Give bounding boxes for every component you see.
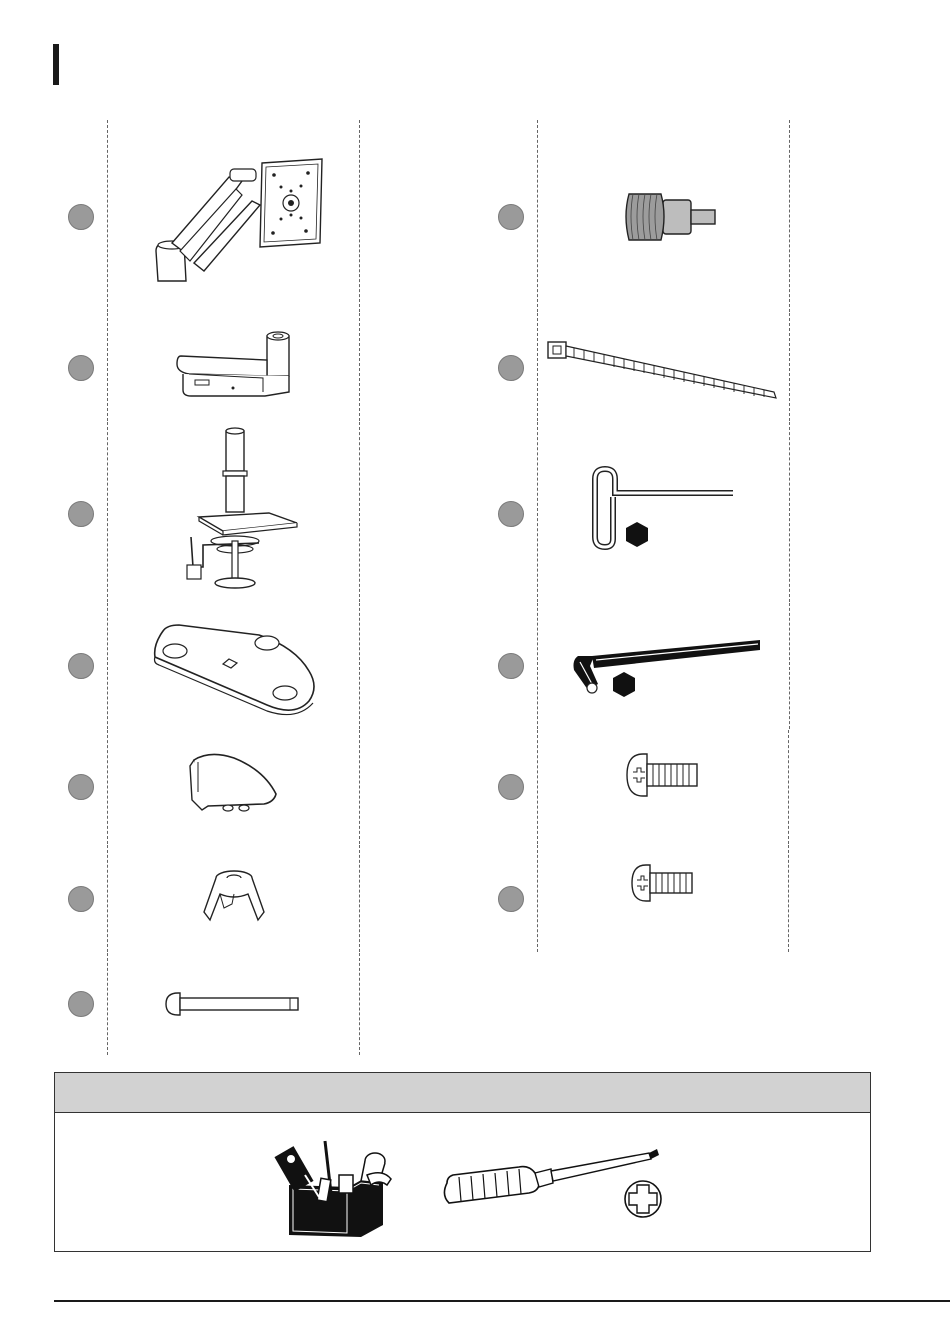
- part-image-cell: [108, 953, 360, 1055]
- part-image-cell: [108, 120, 360, 312]
- quantity-cell: [790, 422, 875, 602]
- base-plate-icon: [149, 621, 319, 711]
- tools-body: [55, 1113, 870, 1251]
- item-number-badge: [68, 653, 94, 679]
- quantity-cell: [360, 953, 445, 1055]
- item-number-cell: [53, 953, 108, 1055]
- toolbox-icon: [279, 1135, 399, 1239]
- part-image-cell: [108, 603, 360, 729]
- quantity-cell: [360, 845, 445, 952]
- phillips-screwdriver-icon: [439, 1143, 679, 1223]
- item-number-cell: [483, 730, 538, 844]
- item-number-badge: [498, 355, 524, 381]
- phillips-screw-icon: [623, 750, 703, 800]
- footer-rule: [54, 1300, 950, 1302]
- quantity-cell: [360, 313, 445, 421]
- item-number-badge: [68, 355, 94, 381]
- item-number-cell: [53, 422, 108, 602]
- part-image-cell: [108, 845, 360, 952]
- quantity-cell: [360, 603, 445, 729]
- large-hex-key-icon: [564, 626, 764, 706]
- quantity-cell: [790, 845, 875, 952]
- quantity-cell: [360, 422, 445, 602]
- cover-cap-icon: [184, 752, 284, 822]
- part-image-cell: [538, 120, 790, 312]
- item-number-badge: [498, 774, 524, 800]
- item-number-cell: [53, 603, 108, 729]
- item-number-cell: [53, 845, 108, 952]
- thumb-screw-icon: [609, 186, 719, 246]
- part-image-cell: [108, 730, 360, 844]
- part-image-cell: [108, 422, 360, 602]
- tools-header: [55, 1073, 870, 1113]
- item-number-cell: [53, 120, 108, 312]
- pole-cap-icon: [194, 864, 274, 934]
- item-number-badge: [68, 991, 94, 1017]
- part-image-cell: [538, 313, 790, 421]
- item-number-badge: [68, 204, 94, 230]
- item-number-cell: [483, 120, 538, 312]
- item-number-cell: [483, 313, 538, 421]
- small-hex-key-icon: [589, 467, 739, 557]
- item-number-badge: [498, 653, 524, 679]
- bolt-icon: [164, 989, 304, 1019]
- item-number-badge: [68, 774, 94, 800]
- desk-clamp-pole-icon: [169, 427, 299, 597]
- part-image-cell: [108, 313, 360, 421]
- phillips-screw-icon: [628, 861, 698, 905]
- item-number-badge: [498, 501, 524, 527]
- item-number-cell: [53, 730, 108, 844]
- item-number-badge: [68, 886, 94, 912]
- item-number-cell: [483, 422, 538, 602]
- quantity-cell: [360, 120, 445, 312]
- item-number-cell: [483, 603, 538, 729]
- title-accent-bar: [53, 44, 59, 85]
- item-number-badge: [68, 501, 94, 527]
- part-image-cell: [538, 422, 790, 602]
- tools-required-box: [54, 1072, 871, 1252]
- part-image-cell: [538, 730, 789, 844]
- cable-tie-icon: [544, 332, 784, 402]
- quantity-cell: [790, 603, 875, 729]
- item-number-badge: [498, 204, 524, 230]
- item-number-cell: [53, 313, 108, 421]
- quantity-cell: [790, 120, 875, 312]
- quantity-cell: [360, 730, 445, 844]
- extension-arm-icon: [169, 332, 299, 402]
- monitor-arm-icon: [144, 151, 324, 281]
- part-image-cell: [538, 603, 790, 729]
- quantity-cell: [790, 730, 875, 844]
- item-number-badge: [498, 886, 524, 912]
- quantity-cell: [790, 313, 875, 421]
- item-number-cell: [483, 845, 538, 952]
- part-image-cell: [538, 845, 789, 952]
